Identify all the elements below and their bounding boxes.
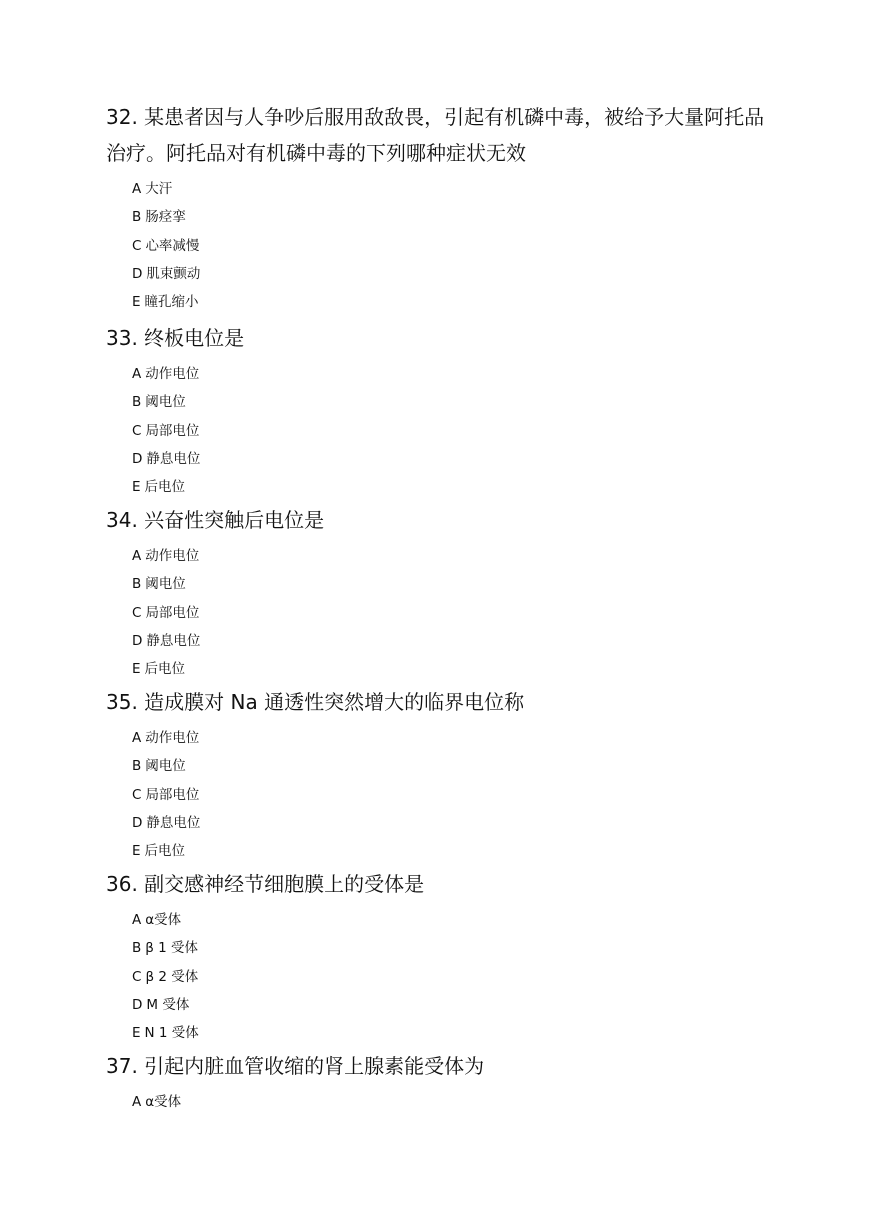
option-text: 阈电位 [145,576,186,593]
question-32 [106,99,766,316]
option-d [132,260,766,288]
option-text: α受体 [145,1094,182,1110]
option-letter: B [132,940,142,957]
option-text: N 1 受体 [144,1025,199,1042]
option-b [132,752,766,780]
option-letter: A [132,366,142,382]
question-text: 37. 引起内脏血管收缩的肾上腺素能受体为 [106,1054,485,1078]
option-b [132,388,766,416]
option-text: 后电位 [144,843,186,860]
option-list [106,724,766,865]
option-text: 静息电位 [146,632,201,649]
option-letter: E [132,661,141,678]
option-a [132,542,766,570]
option-c [132,417,766,445]
option-b [132,934,766,962]
option-letter: C [132,604,142,621]
option-letter: D [132,265,143,282]
option-text: β 2 受体 [145,968,199,985]
option-d [132,809,766,837]
question-text: 35. 造成膜对 Na 通透性突然增大的临界电位称 [106,690,525,714]
option-text: 心率减慢 [145,237,200,254]
question-34 [106,502,766,683]
option-a [132,175,766,203]
option-c [132,963,766,991]
option-e [132,473,766,501]
option-c [132,781,766,809]
option-e [132,288,766,316]
option-text: 动作电位 [145,730,200,746]
option-letter: E [132,479,141,496]
option-letter: D [132,450,143,467]
option-letter: C [132,786,142,803]
option-text: 后电位 [144,661,186,678]
option-text: 静息电位 [146,814,201,831]
option-letter: D [132,814,143,831]
option-text: 动作电位 [145,366,200,382]
option-text: β 1 受体 [145,940,199,957]
option-text: 动作电位 [145,548,200,564]
option-b [132,570,766,598]
question-35 [106,684,766,865]
option-a [132,1088,766,1116]
option-letter: B [132,576,142,593]
option-letter: E [132,843,141,860]
question-text: 36. 副交感神经节细胞膜上的受体是 [106,872,425,896]
option-d [132,627,766,655]
question-36 [106,866,766,1047]
option-list [106,360,766,501]
question-text: 32. 某患者因与人争吵后服用敌敌畏，引起有机磷中毒，被给予大量阿托品治疗。阿托品对有机磷中毒的下列哪种症状无效 [106,105,765,165]
question-37 [106,1048,766,1116]
option-list [106,175,766,316]
option-text: 后电位 [144,479,186,496]
option-letter: A [132,730,142,746]
option-text: α受体 [145,912,182,928]
option-text: 局部电位 [145,422,200,439]
option-text: 阈电位 [145,758,186,775]
question-text: 34. 兴奋性突触后电位是 [106,508,325,532]
option-letter: A [132,181,142,197]
option-letter: B [132,758,142,775]
option-letter: E [132,1025,141,1042]
option-letter: D [132,632,143,649]
option-a [132,724,766,752]
option-letter: A [132,548,142,564]
option-letter: C [132,422,142,439]
option-text: 局部电位 [145,786,200,803]
option-text: 静息电位 [146,450,201,467]
option-c [132,232,766,260]
question-33 [106,320,766,501]
option-text: 阈电位 [145,394,186,411]
option-text: 肠痉挛 [145,209,186,226]
option-list [106,1088,766,1116]
option-text: 大汗 [145,181,173,197]
option-list [106,542,766,683]
option-a [132,360,766,388]
option-text: 瞳孔缩小 [144,294,199,311]
option-e [132,837,766,865]
option-letter: C [132,237,142,254]
option-a [132,906,766,934]
option-c [132,599,766,627]
option-letter: A [132,1094,142,1110]
option-letter: C [132,968,142,985]
option-e [132,1019,766,1047]
option-text: M 受体 [146,996,190,1013]
option-d [132,991,766,1019]
option-list [106,906,766,1047]
option-letter: B [132,394,142,411]
option-text: 局部电位 [145,604,200,621]
option-letter: B [132,209,142,226]
option-letter: A [132,912,142,928]
option-b [132,203,766,231]
question-text: 33. 终板电位是 [106,326,245,350]
option-d [132,445,766,473]
option-e [132,655,766,683]
option-text: 肌束颤动 [146,265,201,282]
option-letter: D [132,996,143,1013]
option-letter: E [132,294,141,311]
